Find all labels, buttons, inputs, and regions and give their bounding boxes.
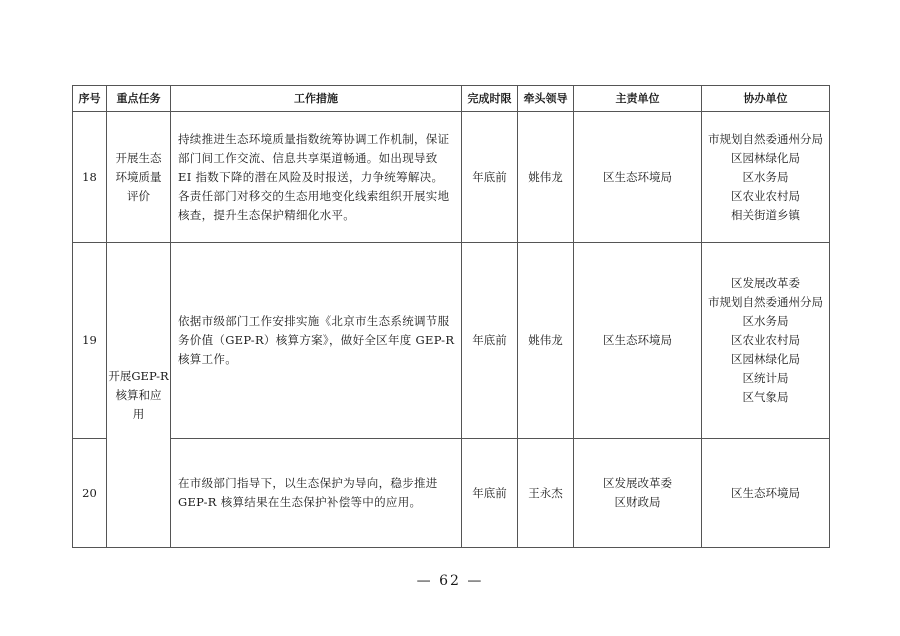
- key-task-line: 评价: [127, 188, 150, 203]
- lead-unit-cell: [574, 439, 702, 548]
- header-key-task: 重点任务: [107, 86, 171, 112]
- header-deadline: 完成时限: [462, 86, 518, 112]
- deadline-cell: 年底前: [462, 439, 518, 548]
- header-no: 序号: [73, 86, 107, 112]
- co-units-cell: [702, 243, 830, 439]
- lead-unit-cell: [574, 243, 702, 439]
- key-task-line: 开展GEP-R: [108, 368, 169, 383]
- co-unit-line: 区生态环境局: [731, 485, 800, 500]
- co-unit-line: 区水务局: [742, 314, 789, 328]
- lead-unit-cell: [574, 112, 702, 243]
- co-unit-line: 区水务局: [742, 169, 789, 184]
- key-task-line: 环境质量: [115, 169, 162, 184]
- measures-cell: 持续推进生态环境质量指数统筹协调工作机制，保证部门间工作交流、信息共享渠道畅通。如出现导致 EI 指数下降的潜在风险及时报送，力争统筹解决。各责任部门对移交的生态用地变化线索组织开展实地核查，提升生态保护精细化水平。: [171, 112, 462, 243]
- key-task-cell: [107, 243, 171, 548]
- co-unit-line: 区统计局: [742, 371, 789, 385]
- measures-cell: 在市级部门指导下，以生态保护为导向，稳步推进 GEP-R 核算结果在生态保护补偿等中的应用。: [171, 439, 462, 548]
- lead-unit-line: 区发展改革委: [603, 476, 672, 490]
- co-unit-line: 区发展改革委: [731, 276, 800, 290]
- co-unit-line: 区园林绿化局: [731, 150, 800, 165]
- row-number: 20: [73, 439, 107, 548]
- table-row: [73, 243, 830, 439]
- table-header-row: [73, 86, 830, 112]
- key-task-cell: [107, 112, 171, 243]
- co-unit-line: 区农业农村局: [731, 188, 800, 203]
- lead-unit-line: 区生态环境局: [603, 169, 672, 184]
- task-table: [72, 85, 830, 548]
- key-task-line: 用: [132, 406, 145, 421]
- row-number: 19: [73, 243, 107, 439]
- co-units-cell: [702, 112, 830, 243]
- leader-cell: 姚伟龙: [518, 243, 574, 439]
- co-unit-line: 相关街道乡镇: [731, 207, 800, 222]
- lead-unit-line: 区生态环境局: [603, 333, 672, 347]
- co-unit-line: 区气象局: [742, 390, 789, 404]
- key-task-line: 核算和应: [115, 387, 162, 402]
- header-measures: 工作措施: [171, 86, 462, 112]
- co-unit-line: 市规划自然委通州分局: [708, 295, 823, 309]
- deadline-cell: 年底前: [462, 243, 518, 439]
- co-unit-line: 区园林绿化局: [731, 352, 800, 366]
- co-unit-line: 区农业农村局: [731, 333, 800, 347]
- leader-cell: 王永杰: [518, 439, 574, 548]
- table-row: [73, 112, 830, 243]
- header-co-units: 协办单位: [702, 86, 830, 112]
- row-number: 18: [73, 112, 107, 243]
- lead-unit-line: 区财政局: [614, 495, 661, 509]
- header-leader: 牵头领导: [518, 86, 574, 112]
- page-number: — 62 —: [416, 573, 484, 589]
- measures-cell: 依据市级部门工作安排实施《北京市生态系统调节服务价值（GEP-R）核算方案》，做好全区年度 GEP-R 核算工作。: [171, 243, 462, 439]
- co-units-cell: [702, 439, 830, 548]
- co-unit-line: 市规划自然委通州分局: [708, 131, 823, 146]
- leader-cell: 姚伟龙: [518, 112, 574, 243]
- table-row: [73, 439, 830, 548]
- deadline-cell: 年底前: [462, 112, 518, 243]
- header-lead-unit: 主责单位: [574, 86, 702, 112]
- key-task-line: 开展生态: [115, 150, 162, 165]
